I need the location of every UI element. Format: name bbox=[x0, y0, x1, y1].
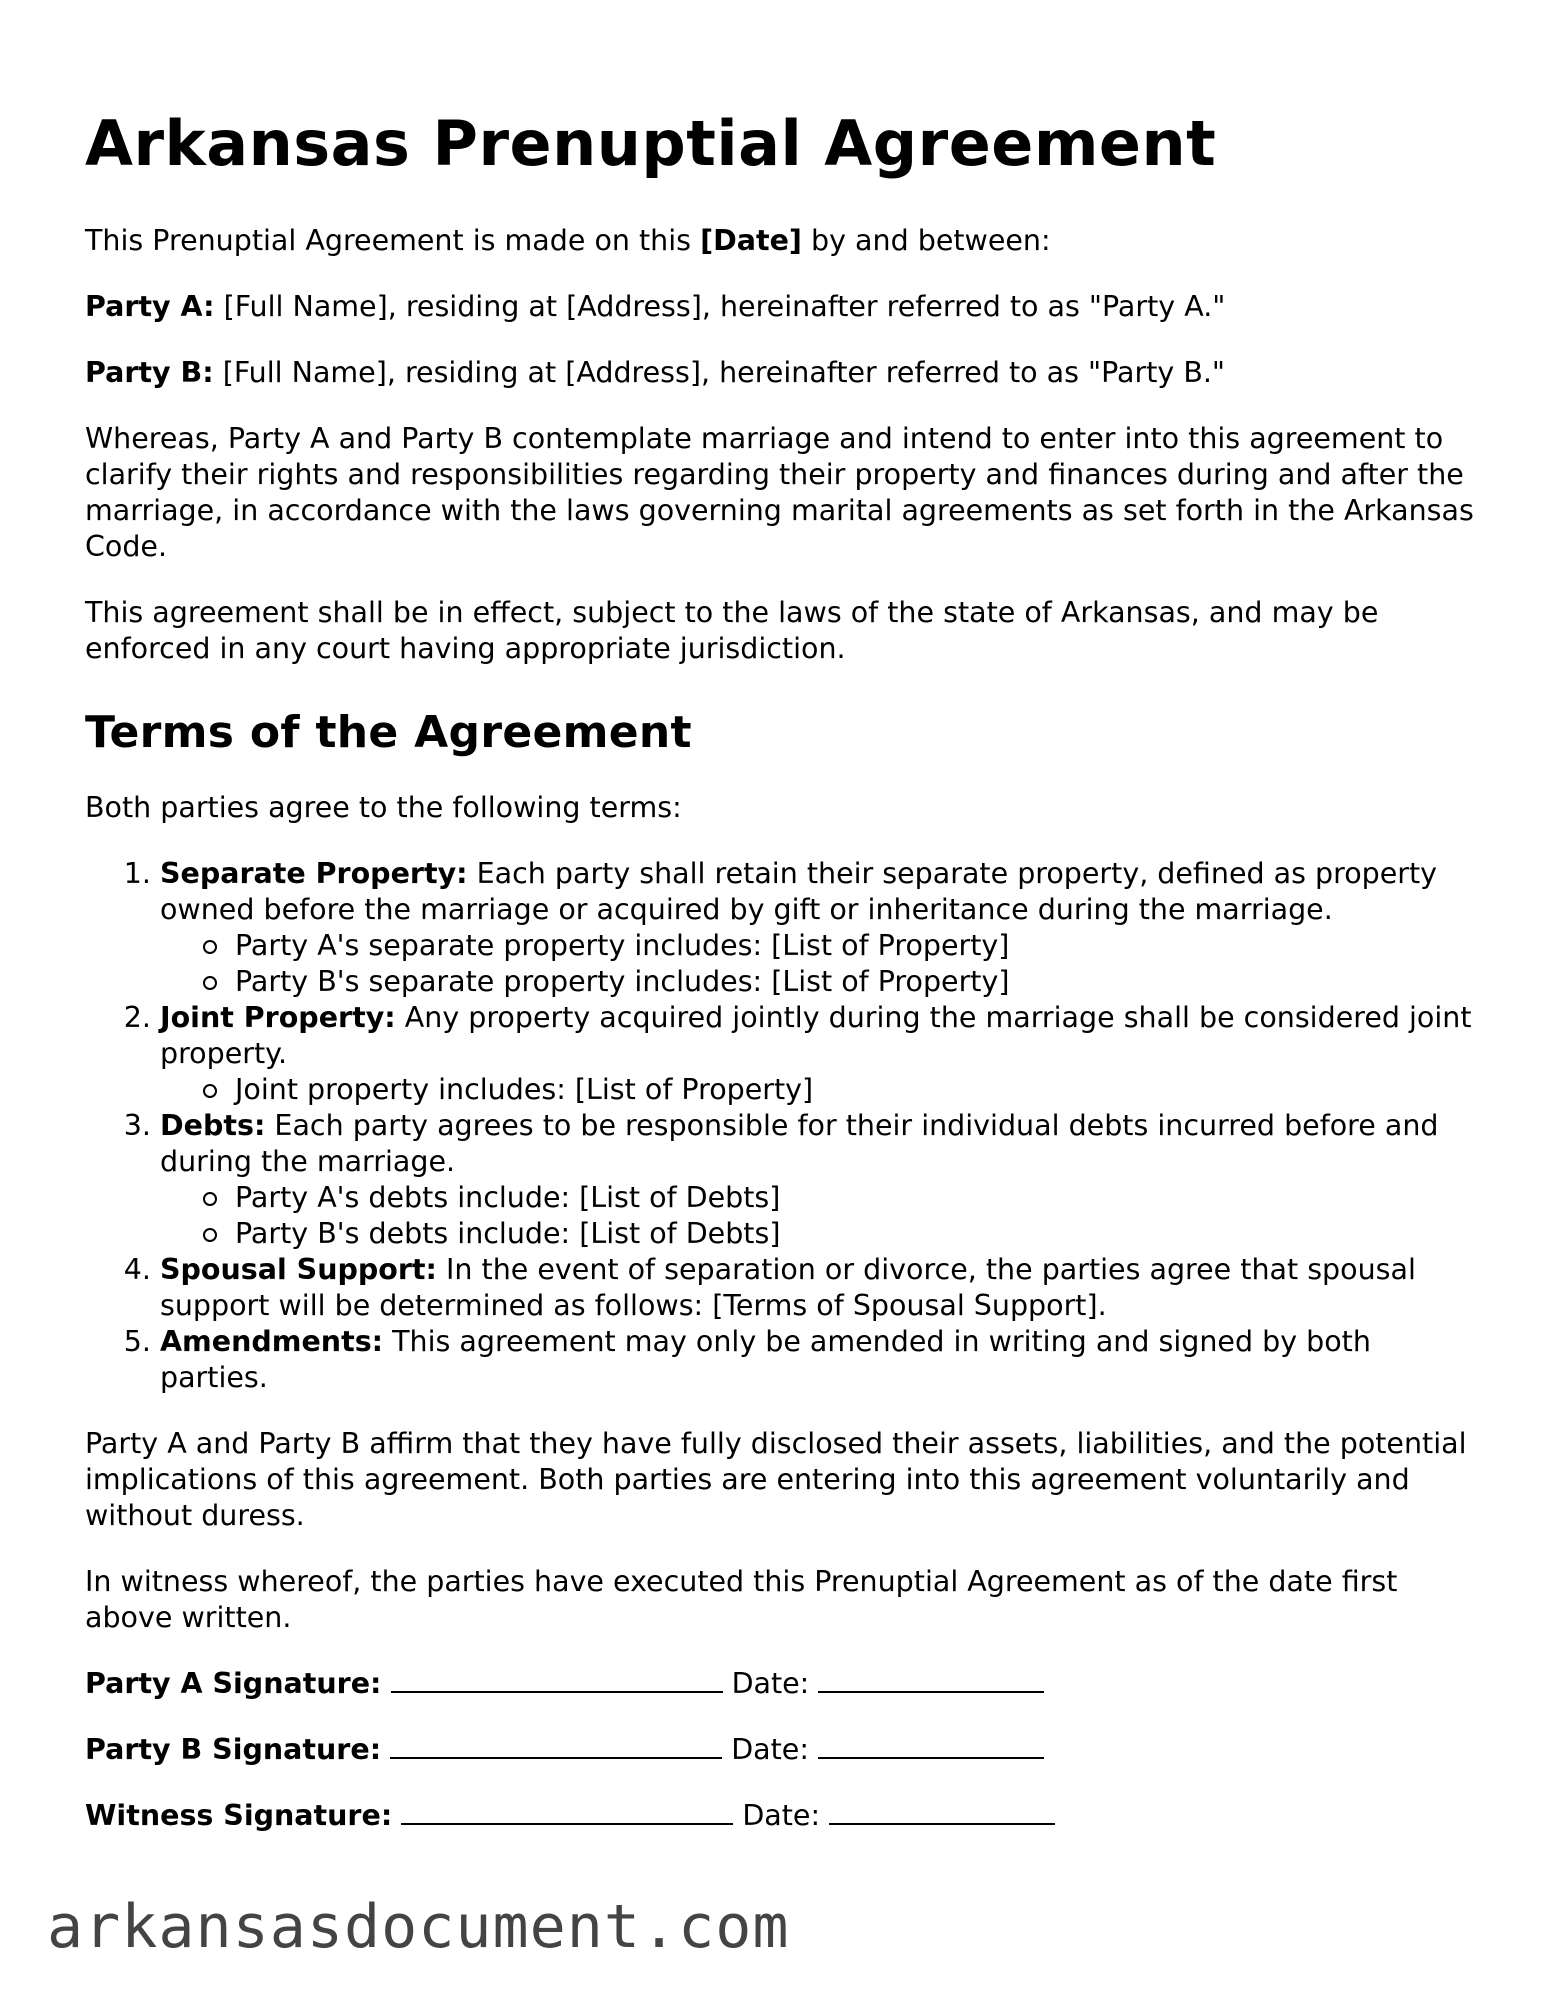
terms-heading: Terms of the Agreement bbox=[85, 707, 692, 759]
witness-signature-row bbox=[85, 1798, 1475, 1834]
whereas-paragraph: Whereas, Party A and Party B contemplate marriage and intend to enter into this agreement to clarify their rights and responsibilities regarding their property and finances during and after the marriage, in accordance with the laws governing marital agreements as set forth in the Arkansas Code. bbox=[85, 422, 1474, 564]
list-item bbox=[160, 1000, 1475, 1108]
list-item bbox=[160, 1108, 1475, 1252]
date-label: Date: bbox=[731, 1733, 809, 1767]
date-placeholder: [Date] bbox=[700, 224, 802, 258]
sub-list-item: Party B's separate property includes: [List of Property] bbox=[235, 964, 1475, 1000]
party-a-label: Party A: bbox=[85, 290, 215, 324]
party-b-paragraph bbox=[85, 355, 1475, 391]
term-label: Spousal Support: bbox=[160, 1253, 437, 1287]
signature-line[interactable] bbox=[390, 1733, 722, 1759]
terms-intro: Both parties agree to the following terms: bbox=[85, 791, 682, 825]
signature-label: Witness Signature: bbox=[85, 1799, 393, 1833]
signature-label: Party A Signature: bbox=[85, 1667, 382, 1701]
party-b-label: Party B: bbox=[85, 356, 214, 390]
party-a-paragraph bbox=[85, 289, 1475, 325]
term-label: Separate Property: bbox=[160, 857, 468, 891]
party-a-signature-row bbox=[85, 1666, 1475, 1702]
term-label: Joint Property: bbox=[160, 1001, 396, 1035]
sub-list-item: Joint property includes: [List of Property] bbox=[235, 1072, 1475, 1108]
party-b-text: [Full Name], residing at [Address], hereinafter referred to as "Party B." bbox=[213, 356, 1226, 390]
list-item bbox=[160, 1324, 1475, 1396]
term-text: In the event of separation or divorce, the parties agree that spousal support will be determined as follows: [Terms of Spousal Support]. bbox=[160, 1253, 1416, 1323]
disclosure-paragraph: Party A and Party B affirm that they have fully disclosed their assets, liabilities, and the potential implications of this agreement. Both parties are entering into this agreement voluntarily and without duress. bbox=[85, 1427, 1467, 1533]
sub-list bbox=[160, 928, 1475, 1000]
party-b-signature-row bbox=[85, 1732, 1475, 1768]
date-label: Date: bbox=[731, 1667, 810, 1701]
date-line[interactable] bbox=[818, 1667, 1044, 1693]
intro-paragraph bbox=[85, 223, 1475, 259]
date-label: Date: bbox=[742, 1799, 821, 1833]
witness-clause: In witness whereof, the parties have executed this Prenuptial Agreement as of the date first above written. bbox=[85, 1565, 1398, 1635]
signature-line[interactable] bbox=[391, 1667, 723, 1693]
effect-paragraph: This agreement shall be in effect, subject to the laws of the state of Arkansas, and may be enforced in any court having appropriate jurisdiction. bbox=[85, 596, 1379, 666]
page-title: Arkansas Prenuptial Agreement bbox=[85, 107, 1217, 180]
term-label: Amendments: bbox=[160, 1325, 384, 1359]
watermark: arkansasdocument.com bbox=[47, 1892, 790, 1962]
list-item bbox=[160, 856, 1475, 1000]
intro-prefix: This Prenuptial Agreement is made on this bbox=[85, 224, 701, 258]
party-a-text: [Full Name], residing at [Address], hereinafter referred to as "Party A." bbox=[214, 290, 1226, 324]
list-item bbox=[160, 1252, 1475, 1324]
sub-list bbox=[160, 1180, 1475, 1252]
term-text: This agreement may only be amended in writing and signed by both parties. bbox=[160, 1325, 1371, 1395]
intro-suffix: by and between: bbox=[801, 224, 1051, 258]
term-text: Any property acquired jointly during the marriage shall be considered joint property. bbox=[160, 1001, 1472, 1071]
term-text: Each party agrees to be responsible for their individual debts incurred before and during the marriage. bbox=[160, 1109, 1439, 1179]
sub-list-item: Party B's debts include: [List of Debts] bbox=[235, 1216, 1475, 1252]
sub-list-item: Party A's separate property includes: [List of Property] bbox=[235, 928, 1475, 964]
date-line[interactable] bbox=[818, 1733, 1044, 1759]
sub-list bbox=[160, 1072, 1475, 1108]
sub-list-item: Party A's debts include: [List of Debts] bbox=[235, 1180, 1475, 1216]
terms-list bbox=[85, 856, 1475, 1396]
signature-line[interactable] bbox=[401, 1799, 733, 1825]
signature-label: Party B Signature: bbox=[85, 1733, 382, 1767]
date-line[interactable] bbox=[829, 1799, 1055, 1825]
term-label: Debts: bbox=[160, 1109, 266, 1143]
document-page bbox=[85, 100, 1475, 1864]
term-text: Each party shall retain their separate property, defined as property owned before the marriage or acquired by gift or inheritance during the marriage. bbox=[160, 857, 1438, 927]
